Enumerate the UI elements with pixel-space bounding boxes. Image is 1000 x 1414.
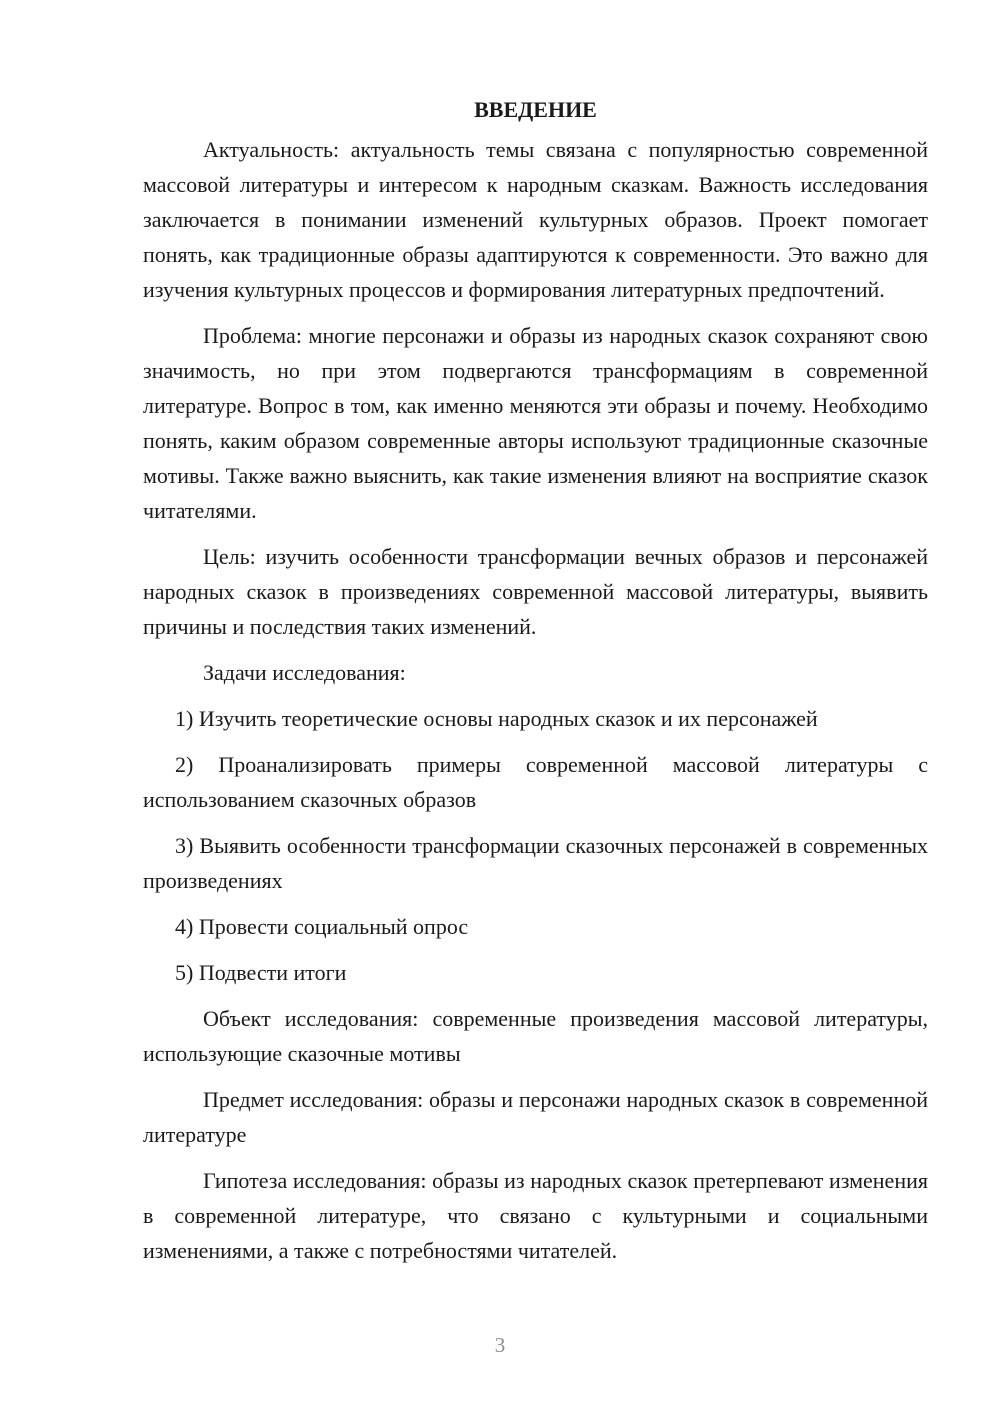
relevance-paragraph: Актуальность: актуальность темы связана с популярностью современной массовой литературы и интересом к народным сказкам. Важность исследования заключается в понимании изменений культурных образов. Проект помогает понять, как традиционные образы адаптируются к современности. Это важно для изучения культурных процессов и формирования литературных предпочтений.: [143, 137, 928, 302]
subject-paragraph: Предмет исследования: образы и персонажи народных сказок в современной литературе: [143, 1087, 928, 1147]
section-heading: ВВЕДЕНИЕ: [474, 97, 597, 122]
goal-paragraph: Цель: изучить особенности трансформации вечных образов и персонажей народных сказок в произведениях современной массовой литературы, выявить причины и последствия таких изменений.: [143, 544, 928, 639]
page-content: [143, 88, 928, 1268]
problem-paragraph: Проблема: многие персонажи и образы из народных сказок сохраняют свою значимость, но при этом подвергаются трансформациям в современной литературе. Вопрос в том, как именно меняются эти образы и почему. Необходимо понять, каким образом современные авторы используют традиционные сказочные мотивы. Также важно выяснить, как такие изменения влияют на восприятие сказок читателями.: [143, 323, 928, 523]
task-item: 2) Проанализировать примеры современной массовой литературы с использованием сказочных образов: [143, 752, 928, 812]
task-item: 4) Провести социальный опрос: [175, 914, 469, 939]
task-item: 3) Выявить особенности трансформации сказочных персонажей в современных произведениях: [143, 833, 928, 893]
task-item: 5) Подвести итоги: [175, 960, 347, 985]
object-paragraph: Объект исследования: современные произведения массовой литературы, использующие сказочные мотивы: [143, 1006, 928, 1066]
hypothesis-paragraph: Гипотеза исследования: образы из народных сказок претерпевают изменения в современной литературе, что связано с культурными и социальными изменениями, а также с потребностями читателей.: [143, 1168, 928, 1263]
page-number: 3: [494, 1333, 506, 1357]
tasks-title: Задачи исследования:: [203, 660, 406, 685]
task-item: 1) Изучить теоретические основы народных сказок и их персонажей: [175, 706, 818, 731]
